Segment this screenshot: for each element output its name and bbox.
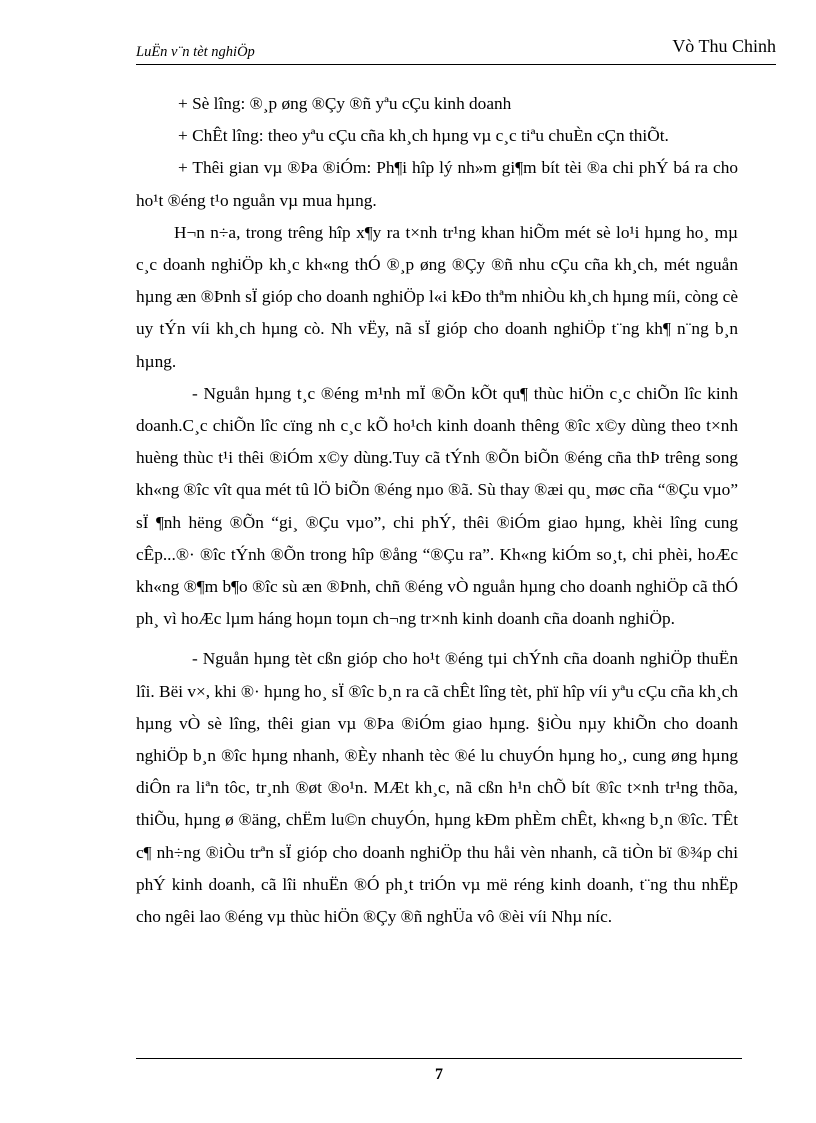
paragraph-quality: + ChÊt lîng: theo yªu cÇu cña kh¸ch hµng vµ c¸c tiªu chuÈn cÇn thiÕt. (178, 126, 669, 146)
header-divider (136, 64, 776, 65)
page-number: 7 (435, 1066, 443, 1083)
header-author: Vò Thu Chinh (672, 36, 776, 56)
paragraph-financial-impact: - Nguån hµng tèt cßn gióp cho ho¹t ®éng tµi chÝnh cña doanh nghiÖp thuËn lîi. Bëi v×, khi ®· hµng ho¸ sÏ ®îc b¸n ra cã chÊt lîng tèt, phï hîp víi yªu cÇu cña kh¸ch hµng vÒ sè lîng, thêi gian vµ ®Þa ®iÓm giao hµng. §iÒu nµy khiÕn cho doanh nghiÖp b¸n ®îc hµng nhanh, ®Èy nhanh tèc ®é lu chuyÓn hµng ho¸, cung øng hµng diÔn ra liªn tôc, tr¸nh ®øt ®o¹n. MÆt kh¸c, nã cßn h¹n chÕ bít ®îc t×nh tr¹ng thõa, thiÕu, hµng ø ®äng, chËm lu©n chuyÓn, hµng kÐm phÈm chÊt, kh«ng b¸n ®îc. TÊt c¶ nh÷ng ®iÒu trªn sÏ gióp cho doanh nghiÖp thu håi vèn nhanh, cã tiÒn bï ®¾p chi phÝ kinh doanh, cã lîi nhuËn ®Ó ph¸t triÓn vµ më réng kinh doanh, t¨ng thu nhËp cho ngêi lao ®éng vµ thùc hiÖn ®Çy ®ñ nghÜa vô ®èi víi Nhµ níc. (136, 649, 738, 927)
paragraph-scarcity: H¬n n÷a, trong trêng hîp x¶y ra t×nh tr¹ng khan hiÕm mét sè lo¹i hµng ho¸ mµ c¸c doanh nghiÖp kh¸c kh«ng thÓ ®¸p øng ®Çy ®ñ nhu cÇu cña kh¸ch, mét nguån hµng æn ®Þnh sÏ gióp cho doanh nghiÖp l«i kÐo thªm nhiÒu kh¸ch hµng míi, còng cè uy tÝn víi kh¸ch hµng cò. Nh vËy, nã sÏ gióp cho doanh nghiÖp t¨ng kh¶ n¨ng b¸n hµng. (136, 222, 738, 371)
paragraph-strategy-impact: - Nguån hµng t¸c ®éng m¹nh mÏ ®Õn kÕt qu¶ thùc hiÖn c¸c chiÕn lîc kinh doanh.C¸c chiÕn lîc cïng nh c¸c kÕ ho¹ch kinh doanh thêng ®îc x©y dùng theo t×nh huèng thùc t¹i thêi ®iÓm x©y dùng.Tuy cã tÝnh ®Õn biÕn ®éng cña thÞ trêng song kh«ng ®îc vît qua mét tû lÖ biÕn ®éng nµo ®ã. Sù thay ®æi qu¸ møc cña “®Çu vµo” sÏ ¶nh hëng ®Õn “gi¸ ®Çu vµo”, chi phÝ, thêi ®iÓm giao hµng, khèi lîng cung cÊp...®· ®îc tÝnh ®Õn trong hîp ®ång “®Çu ra”. Kh«ng kiÓm so¸t, chi phèi, hoÆc kh«ng ®¶m b¶o ®îc sù æn ®Þnh, chñ ®éng vÒ nguån hµng cho doanh nghiÖp cã thÓ ph¸ vì hoÆc lµm háng hoµn toµn ch¬ng tr×nh kinh doanh cña doanh nghiÖp. (136, 383, 738, 629)
page-header (136, 36, 776, 66)
body-text (136, 88, 738, 933)
paragraph-time-place: + Thêi gian vµ ®Þa ®iÓm: Ph¶i hîp lý nh»m gi¶m bít tèi ®a chi phÝ bá ra cho ho¹t ®éng t¹o nguån vµ mua hµng. (136, 158, 738, 210)
header-document-type: LuËn v¨n tèt nghiÖp (136, 44, 255, 60)
footer-divider (136, 1058, 742, 1059)
paragraph-quantity: + Sè lîng: ®¸p øng ®Çy ®ñ yªu cÇu kinh doanh (178, 94, 512, 113)
